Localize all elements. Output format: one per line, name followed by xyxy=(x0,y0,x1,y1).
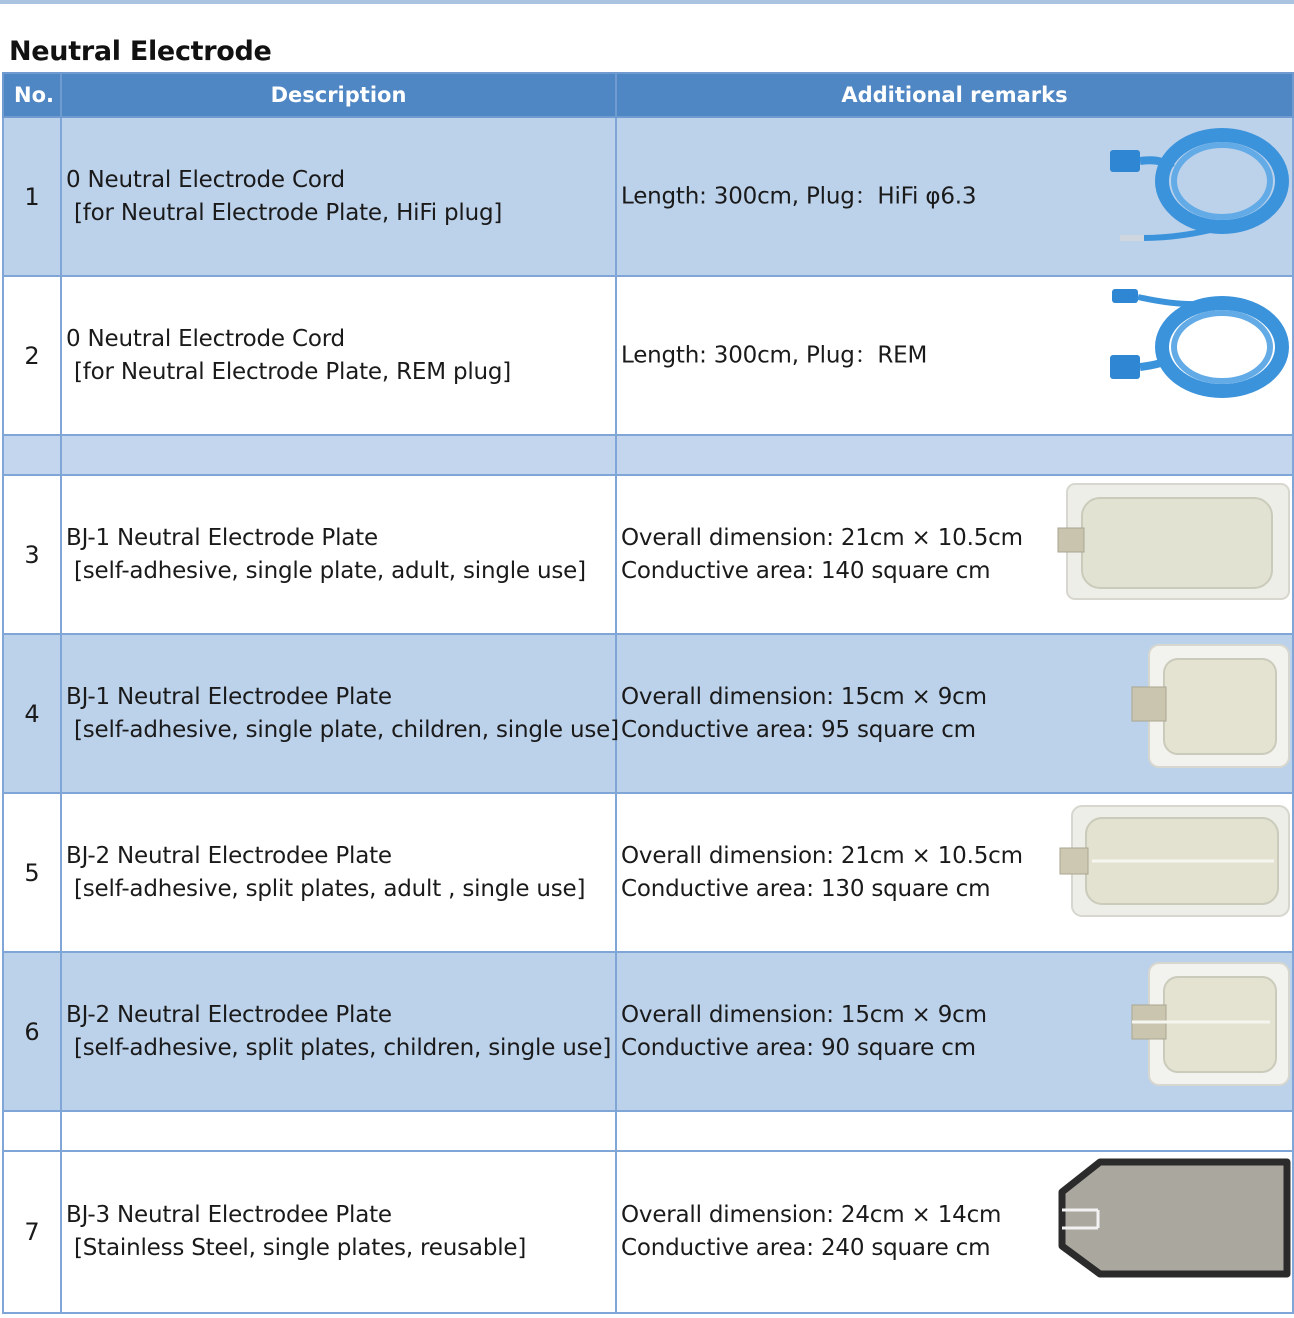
product-table xyxy=(2,72,1294,1314)
plate-split-child-image xyxy=(1092,953,1292,1110)
top-rule xyxy=(0,0,1294,4)
row-number: 6 xyxy=(3,952,61,1111)
row-description xyxy=(62,840,615,906)
row-remarks xyxy=(621,522,1023,588)
plate-single-adult-image xyxy=(1022,476,1292,633)
table-row xyxy=(3,634,1293,793)
table-row xyxy=(3,1151,1293,1313)
plate-single-child-image xyxy=(1092,635,1292,792)
remark-line-1: Overall dimension: 24cm × 14cm xyxy=(621,1202,1002,1228)
row-description xyxy=(62,999,615,1065)
row-description xyxy=(62,522,615,588)
desc-line-1: BJ-1 Neutral Electrodee Plate xyxy=(66,683,392,710)
row-number: 7 xyxy=(3,1151,61,1313)
remark-line-2: Conductive area: 90 square cm xyxy=(621,1034,976,1061)
row-number: 1 xyxy=(3,117,61,276)
remark-line-1: Overall dimension: 21cm × 10.5cm xyxy=(621,842,1023,869)
remark-line-1: Overall dimension: 15cm × 9cm xyxy=(621,1001,987,1028)
desc-line-1: BJ-2 Neutral Electrodee Plate xyxy=(66,1001,392,1028)
remark-line-1: Overall dimension: 15cm × 9cm xyxy=(621,683,987,710)
row-description xyxy=(62,323,615,389)
row-number: 2 xyxy=(3,276,61,435)
desc-line-1: BJ-2 Neutral Electrodee Plate xyxy=(66,842,392,869)
desc-line-2: [self-adhesive, split plates, children, single use] xyxy=(74,1034,612,1061)
row-remarks xyxy=(621,180,976,213)
table-row xyxy=(3,475,1293,634)
desc-line-2: [self-adhesive, single plate, adult, single use] xyxy=(74,557,586,584)
plate-steel-image xyxy=(1022,1152,1292,1312)
desc-line-1: 0 Neutral Electrode Cord xyxy=(66,325,345,352)
row-description xyxy=(62,164,615,230)
row-description xyxy=(62,681,619,747)
remark-line-2: Conductive area: 240 square cm xyxy=(621,1235,991,1261)
table-row xyxy=(3,117,1293,276)
row-remarks xyxy=(621,1199,1001,1265)
table-header-row xyxy=(3,73,1293,117)
spacer-row xyxy=(3,435,1293,475)
plate-split-adult-image xyxy=(1022,794,1292,951)
desc-line-2: [self-adhesive, single plate, children, single use] xyxy=(74,716,619,743)
spacer-row xyxy=(3,1111,1293,1151)
remark-line-1: Length: 300cm, Plug：REM xyxy=(621,342,928,368)
remark-line-1: Length: 300cm, Plug：HiFi φ6.3 xyxy=(621,183,977,209)
remark-line-2: Conductive area: 130 square cm xyxy=(621,875,991,902)
desc-line-1: BJ-3 Neutral Electrodee Plate xyxy=(66,1202,392,1228)
desc-line-2: [self-adhesive, split plates, adult , single use] xyxy=(74,875,586,902)
row-number: 5 xyxy=(3,793,61,952)
cord-hifi-image xyxy=(1072,118,1292,275)
row-number: 4 xyxy=(3,634,61,793)
row-number: 3 xyxy=(3,475,61,634)
desc-line-1: BJ-1 Neutral Electrode Plate xyxy=(66,524,378,551)
header-remarks: Additional remarks xyxy=(616,73,1293,117)
remark-line-1: Overall dimension: 21cm × 10.5cm xyxy=(621,524,1023,551)
desc-line-1: 0 Neutral Electrode Cord xyxy=(66,166,345,193)
row-remarks xyxy=(621,840,1023,906)
remark-line-2: Conductive area: 95 square cm xyxy=(621,716,976,743)
desc-line-2: [Stainless Steel, single plates, reusable] xyxy=(74,1235,527,1261)
table-row xyxy=(3,276,1293,435)
row-remarks xyxy=(621,999,987,1065)
row-description xyxy=(62,1199,615,1265)
page-title: Neutral Electrode xyxy=(9,36,272,67)
table-row xyxy=(3,793,1293,952)
table-row xyxy=(3,952,1293,1111)
header-no: No. xyxy=(3,73,61,117)
row-remarks xyxy=(621,339,927,372)
remark-line-2: Conductive area: 140 square cm xyxy=(621,557,991,584)
row-remarks xyxy=(621,681,987,747)
header-description: Description xyxy=(61,73,616,117)
cord-rem-image xyxy=(1072,277,1292,434)
desc-line-2: [for Neutral Electrode Plate, HiFi plug] xyxy=(74,199,503,226)
desc-line-2: [for Neutral Electrode Plate, REM plug] xyxy=(74,358,512,385)
